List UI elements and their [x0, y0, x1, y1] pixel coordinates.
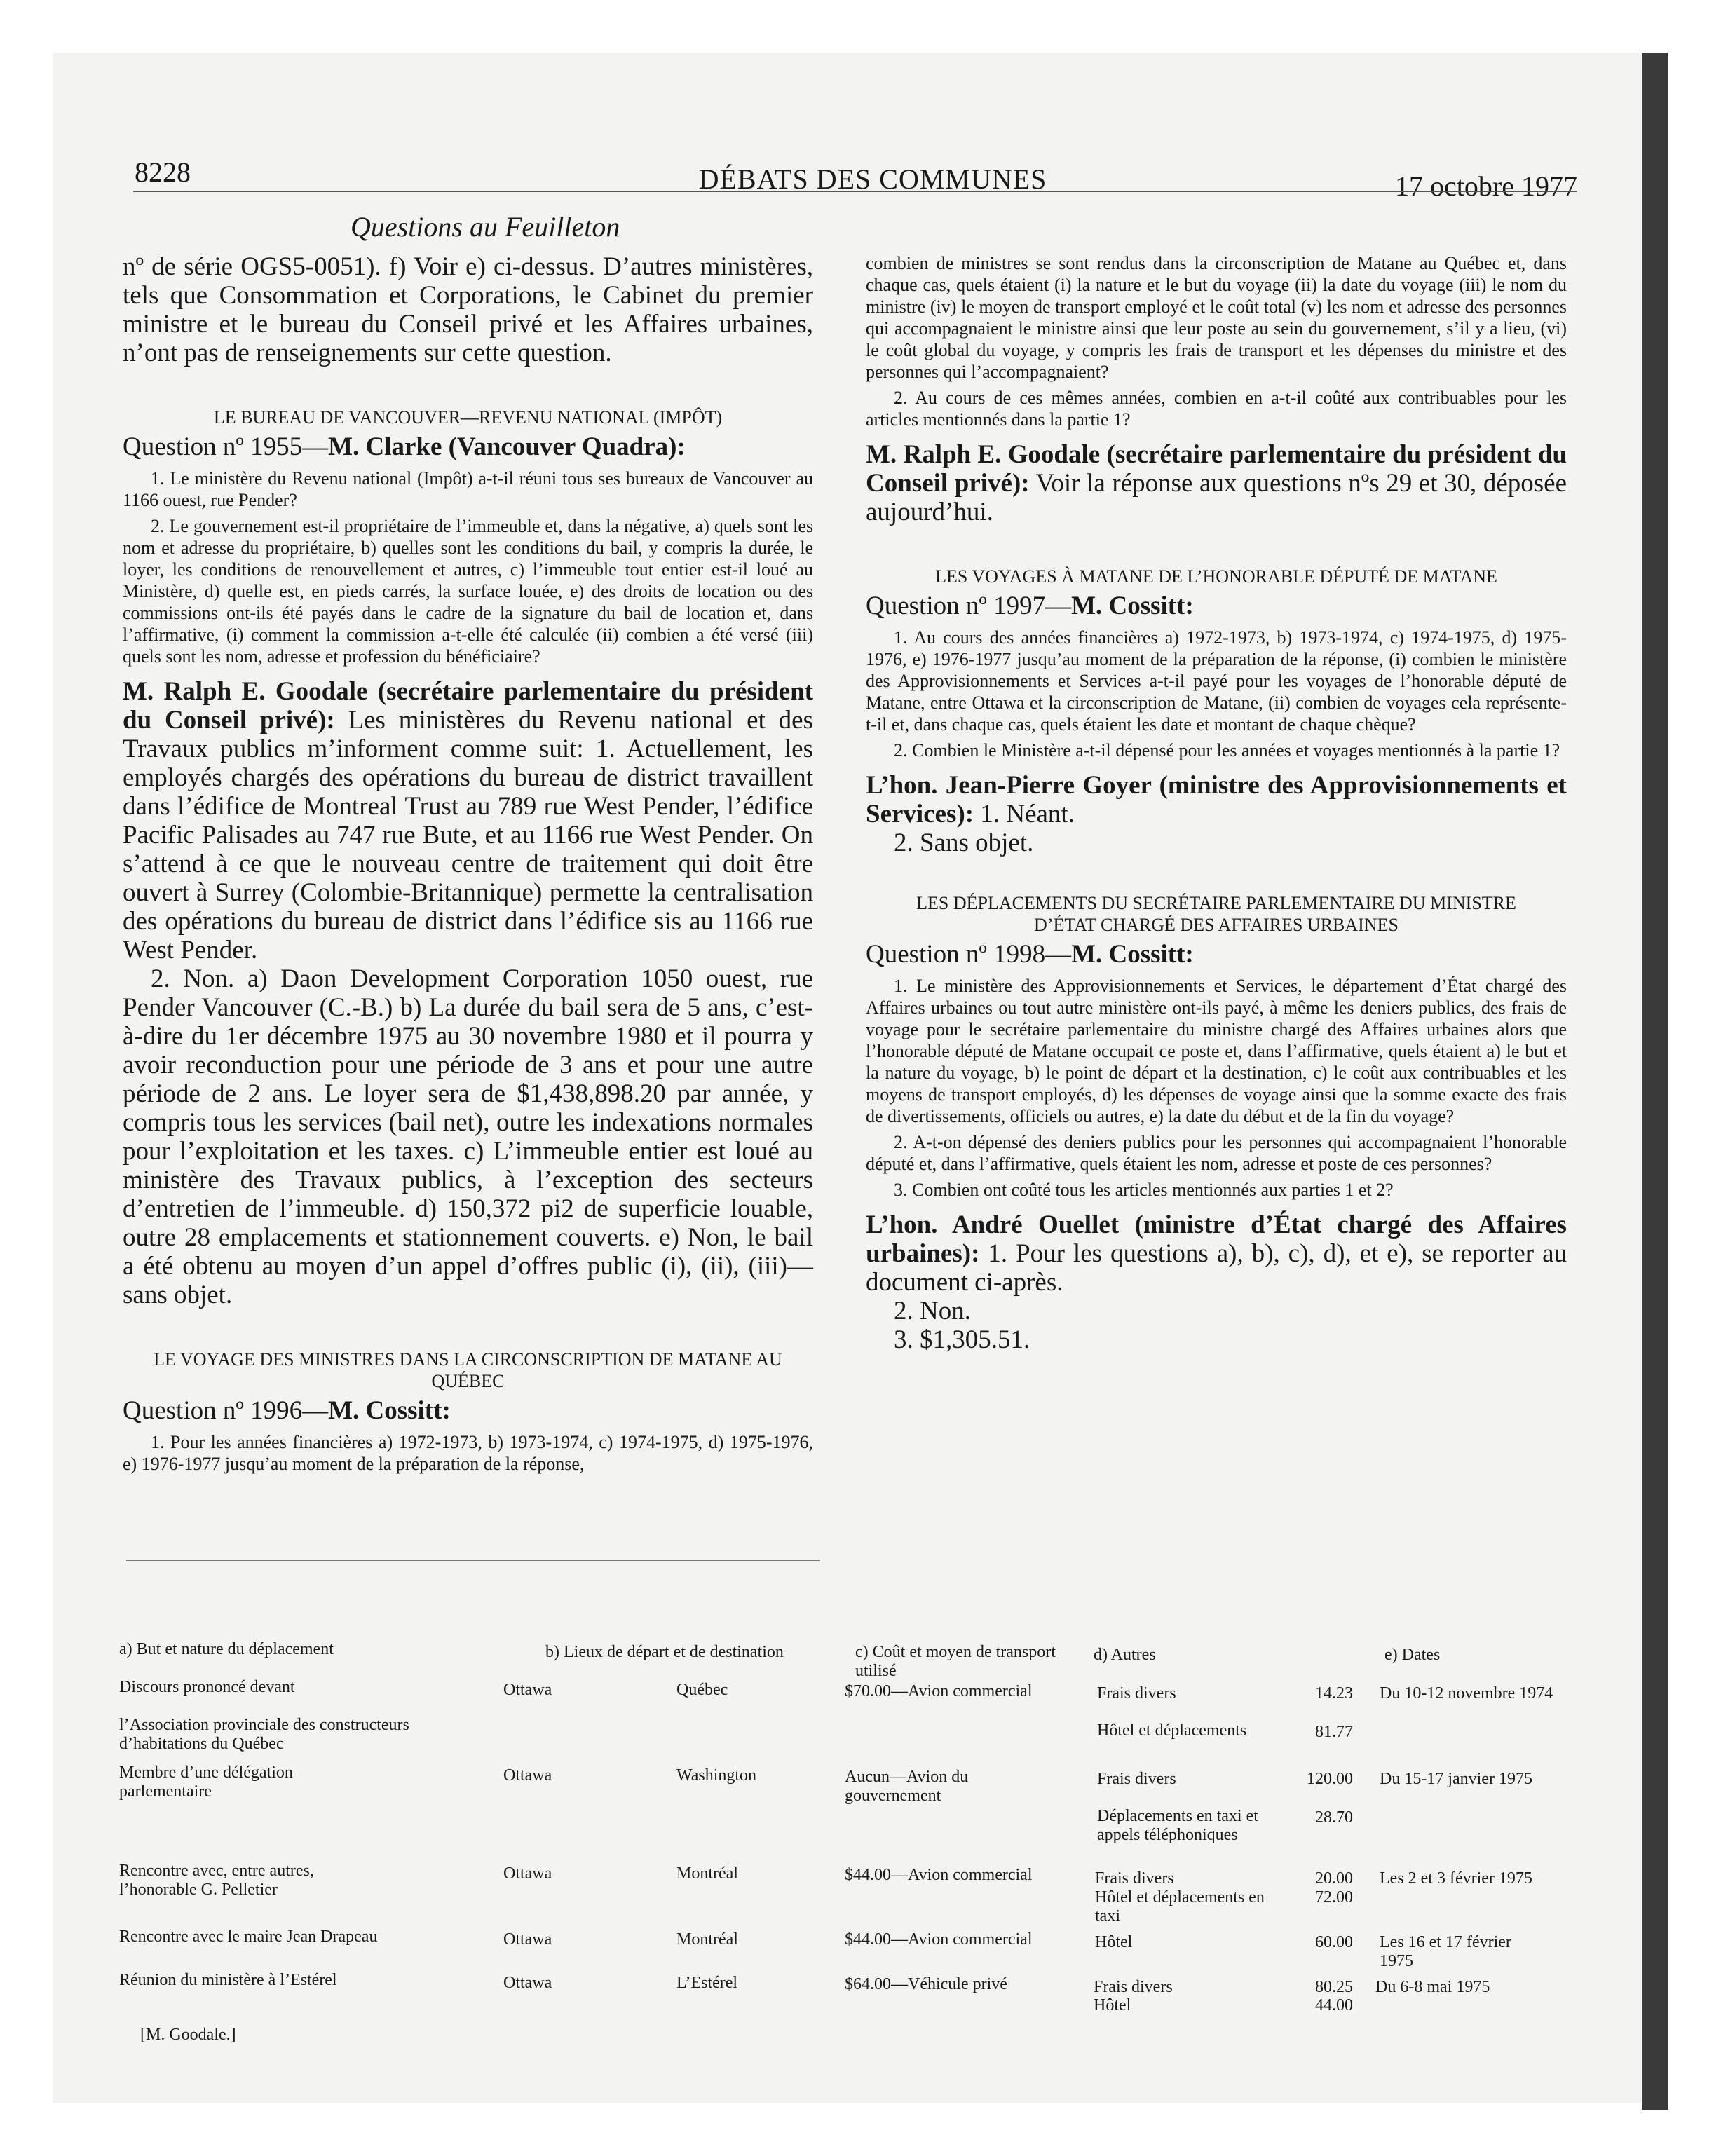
- section-subtitle: Questions au Feuilleton: [351, 211, 620, 243]
- table-row-5-purpose: Réunion du ministère à l’Estérel: [119, 1971, 337, 1989]
- table-row-4-to: Montréal: [676, 1930, 738, 1949]
- table-row-3-other-1: Frais divers: [1095, 1869, 1174, 1888]
- table-row-3-from: Ottawa: [503, 1864, 552, 1883]
- table-row-1-from: Ottawa: [503, 1681, 552, 1699]
- table-row-1-other-2: Hôtel et déplacements: [1097, 1721, 1247, 1740]
- table-row-4-other-1: Hôtel: [1095, 1933, 1133, 1951]
- question-1955: Question nº 1955—M. Clarke (Vancouver Quadra):: [123, 432, 686, 461]
- table-row-2-other-2: Déplacements en taxi et appels téléphoniques: [1097, 1807, 1258, 1844]
- table-row-3-amount-2: 72.00: [1315, 1888, 1353, 1906]
- question-1996-part2: 2. Au cours de ces mêmes années, combien en a-t-il coûté aux contribuables pour les articles mentionnés dans la partie 1?: [866, 388, 1567, 430]
- table-row-1-purpose: Discours prononcé devant: [119, 1678, 295, 1696]
- right-column: [866, 252, 1567, 1354]
- question-1998: Question nº 1998—M. Cossitt:: [866, 940, 1194, 969]
- table-header-a: a) But et nature du déplacement: [119, 1640, 334, 1658]
- answer-1955-part2: 2. Non. a) Daon Development Corporation 1050 ouest, rue Pender Vancouver (C.-B.) b) La durée du bail sera de 5 ans, c’est-à-dire du 1er décembre 1975 au 30 novembre 1980 et il pourra y avoir reconduction pour une période de 3 ans et pour une autre période de 2 ans. Le loyer sera de $1,438,898.20 par année, y compris tous les services (bail net), outre les indexations normales pour l’exploitation et les taxes. c) L’immeuble entier est loué au ministère des Travaux publics, à l’exception des secteurs d’entretien de l’immeuble. d) 150,372 pi2 de superficie louable, outre 28 emplacements et stationnement couverts. e) Non, le bail a été obtenu au moyen d’un appel d’offres public (i), (ii), (iii)—sans objet.: [123, 964, 813, 1309]
- intro-paragraph: nº de série OGS5-0051). f) Voir e) ci-dessus. D’autres ministères, tels que Consommation et Corporations, le Cabinet du premier ministre et le bureau du Conseil privé et les Affaires urbaines, n’ont pas de renseignements sur cette question.: [123, 252, 813, 367]
- table-row-5-amount-1: 80.25: [1315, 1978, 1353, 1996]
- answer-1997-line2: 2. Sans objet.: [894, 828, 1034, 857]
- table-header-c: c) Coût et moyen de transport utilisé: [855, 1643, 1056, 1680]
- question-1998-part3: 3. Combien ont coûté tous les articles mentionnés aux parties 1 et 2?: [894, 1180, 1394, 1200]
- section-heading-1998: LES DÉPLACEMENTS DU SECRÉTAIRE PARLEMENTAIRE DU MINISTRE D’ÉTAT CHARGÉ DES AFFAIRES URBAINES: [916, 893, 1516, 935]
- table-row-1-amount-2: 81.77: [1315, 1723, 1353, 1741]
- running-title: DÉBATS DES COMMUNES: [698, 163, 1047, 195]
- table-row-4-date: Les 16 et 17 février 1975: [1380, 1933, 1511, 1970]
- question-1996-continued: combien de ministres se sont rendus dans la circonscription de Matane au Québec et, dans chaque cas, quels étaient (i) la nature et le but du voyage (ii) la date du voyage (iii) le nom du ministre (iv) le moyen de transport employé et le coût total (v) les nom et adresse des personnes qui accompagnaient le ministre ainsi que leur poste au sein du gouvernement, s’il y a lieu, (vi) le coût global du voyage, y compris les frais de transport et les dépenses du ministre et des personnes qui l’accompagnaient?: [866, 253, 1567, 382]
- section-heading-1955: LE BUREAU DE VANCOUVER—REVENU NATIONAL (IMPÔT): [213, 407, 723, 428]
- table-row-2-to: Washington: [676, 1766, 757, 1785]
- table-row-3-purpose: Rencontre avec, entre autres, l’honorable G. Pelletier: [119, 1862, 314, 1899]
- question-1955-part1: 1. Le ministère du Revenu national (Impôt) a-t-il réuni tous ses bureaux de Vancouver au 1166 ouest, rue Pender?: [123, 468, 813, 510]
- header-rule: [133, 191, 1577, 192]
- answer-1998-line3: 3. $1,305.51.: [894, 1325, 1030, 1354]
- question-1997-part2: 2. Combien le Ministère a-t-il dépensé pour les années et voyages mentionnés à la partie 1?: [894, 740, 1560, 760]
- question-1998-part1: 1. Le ministère des Approvisionnements et Services, le département d’État chargé des Affaires urbaines ou tout autre ministère ont-ils payé, à même les deniers publics, des frais de voyage pour le secrétaire parlementaire du ministre chargé des Affaires urbaines alors que l’honorable député de Matane occupait ce poste et, dans l’affirmative, quels étaient a) le but et la nature du voyage, b) le point de départ et la destination, c) le coût aux contribuables et les moyens de transport employés, d) les dépenses de voyage ainsi que la somme exacte des frais de divertissements, officiels ou autres, e) la date du début et de la fin du voyage?: [866, 976, 1567, 1126]
- answer-1998-line2: 2. Non.: [894, 1297, 971, 1325]
- table-header-e: e) Dates: [1384, 1646, 1441, 1664]
- question-1998-part2: 2. A-t-on dépensé des deniers publics pour les personnes qui accompagnaient l’honorable député et, dans l’affirmative, quels étaient les nom, adresse et poste de ces personnes?: [866, 1132, 1567, 1174]
- running-date: 17 octobre 1977: [1395, 170, 1577, 202]
- column-end-rule: [126, 1560, 820, 1561]
- footnote-speaker: [M. Goodale.]: [140, 2026, 236, 2044]
- question-1996: Question nº 1996—M. Cossitt:: [123, 1396, 451, 1425]
- table-row-1-purpose-cont: l’Association provinciale des constructeurs d’habitations du Québec: [119, 1716, 409, 1753]
- table-row-5-date: Du 6-8 mai 1975: [1375, 1978, 1490, 1996]
- table-row-2-amount-2: 28.70: [1315, 1808, 1353, 1827]
- table-row-5-other-1: Frais divers: [1094, 1978, 1173, 1996]
- question-1996-part1: 1. Pour les années financières a) 1972-1973, b) 1973-1974, c) 1974-1975, d) 1975-1976, e) 1976-1977 jusqu’au moment de la préparation de la réponse,: [123, 1432, 813, 1474]
- table-row-3-to: Montréal: [676, 1864, 738, 1883]
- table-row-3-amount-1: 20.00: [1315, 1869, 1353, 1888]
- table-header-b: b) Lieux de départ et de destination: [545, 1643, 784, 1661]
- scan-edge-shadow: [1642, 53, 1668, 2110]
- answer-1996: M. Ralph E. Goodale (secrétaire parlementaire du président du Conseil privé): Voir la réponse aux questions nºs 29 et 30, déposée aujourd’hui.: [866, 440, 1567, 526]
- table-row-4-cost: $44.00—Avion commercial: [845, 1930, 1033, 1949]
- question-1955-part2: 2. Le gouvernement est-il propriétaire de l’immeuble et, dans la négative, a) quels sont les nom et adresse du propriétaire, b) quelles sont les conditions du bail, y compris la durée, le loyer, les conditions de renouvellement et autres, c) l’immeuble tout entier est-il loué au Ministère, d) quelle est, en pieds carrés, la surface louée, e) des droits de location ou des commissions ont-ils été payés dans le cadre de la signature du bail de location et, dans l’affirmative, (i) comment la commission a-t-elle été calculée (ii) combien a été versé (iii) quels sont les nom, adresse et profession du bénéficiaire?: [123, 516, 813, 667]
- table-row-2-cost: Aucun—Avion du gouvernement: [845, 1768, 969, 1805]
- table-row-4-from: Ottawa: [503, 1930, 552, 1949]
- table-row-1-cost: $70.00—Avion commercial: [845, 1682, 1033, 1700]
- table-header-d: d) Autres: [1094, 1646, 1156, 1664]
- table-row-5-to: L’Estérel: [676, 1974, 738, 1992]
- table-row-3-date: Les 2 et 3 février 1975: [1380, 1869, 1532, 1888]
- section-heading-1996: LE VOYAGE DES MINISTRES DANS LA CIRCONSCRIPTION DE MATANE AU QUÉBEC: [154, 1349, 782, 1391]
- table-row-1-date: Du 10-12 novembre 1974: [1380, 1684, 1553, 1703]
- table-row-1-amount-1: 14.23: [1315, 1684, 1353, 1703]
- left-column: [123, 252, 813, 1475]
- answer-1955: M. Ralph E. Goodale (secrétaire parlementaire du président du Conseil privé): Les ministères du Revenu national et des Travaux publics m’informent comme suit: 1. Actuellement, les employés chargés des opérations du bureau de district travaillent dans l’édifice de Montreal Trust au 789 rue West Pender, l’édifice Pacific Palisades au 747 rue Bute, et au 1166 rue West Pender. On s’attend à ce que le nouveau centre de traitement qui doit être ouvert à Surrey (Colombie-Britannique) permette la centralisation des opérations du bureau de district dans l’édifice sis au 1166 rue West Pender.: [123, 677, 813, 964]
- page-number: 8228: [135, 156, 191, 188]
- table-row-4-purpose: Rencontre avec le maire Jean Drapeau: [119, 1928, 378, 1946]
- table-row-3-other-2: Hôtel et déplacements en taxi: [1095, 1888, 1265, 1925]
- table-row-5-amount-2: 44.00: [1315, 1996, 1353, 2014]
- section-heading-1997: LES VOYAGES À MATANE DE L’HONORABLE DÉPUTÉ DE MATANE: [935, 566, 1497, 587]
- question-1997: Question nº 1997—M. Cossitt:: [866, 592, 1194, 620]
- table-row-5-from: Ottawa: [503, 1974, 552, 1992]
- answer-1998: L’hon. André Ouellet (ministre d’État chargé des Affaires urbaines): 1. Pour les questions a), b), c), d), et e), se reporter au document ci-après.: [866, 1210, 1567, 1297]
- table-row-1-to: Québec: [676, 1681, 728, 1699]
- table-row-2-date: Du 15-17 janvier 1975: [1380, 1770, 1532, 1788]
- table-row-2-from: Ottawa: [503, 1766, 552, 1785]
- table-row-4-amount-1: 60.00: [1315, 1933, 1353, 1951]
- table-row-5-cost: $64.00—Véhicule privé: [845, 1975, 1007, 1993]
- table-row-2-purpose: Membre d’une délégation parlementaire: [119, 1763, 293, 1801]
- question-1997-part1: 1. Au cours des années financières a) 1972-1973, b) 1973-1974, c) 1974-1975, d) 1975-1976, e) 1976-1977 jusqu’au moment de la préparation de la réponse, (i) combien le ministère des Approvisionnements et Services a-t-il payé pour les voyages de l’honorable député de Matane, entre Ottawa et la circonscription de Matane, (ii) combien de voyages cela représente-t-il et, dans chaque cas, quels étaient les date et montant de chaque chèque?: [866, 627, 1567, 735]
- table-row-3-cost: $44.00—Avion commercial: [845, 1866, 1033, 1884]
- table-row-2-other-1: Frais divers: [1097, 1770, 1176, 1788]
- table-row-2-amount-1: 120.00: [1307, 1770, 1353, 1788]
- table-row-5-other-2: Hôtel: [1094, 1996, 1131, 2014]
- table-row-1-other-1: Frais divers: [1097, 1684, 1176, 1703]
- answer-1997: L’hon. Jean-Pierre Goyer (ministre des Approvisionnements et Services): 1. Néant.: [866, 771, 1567, 828]
